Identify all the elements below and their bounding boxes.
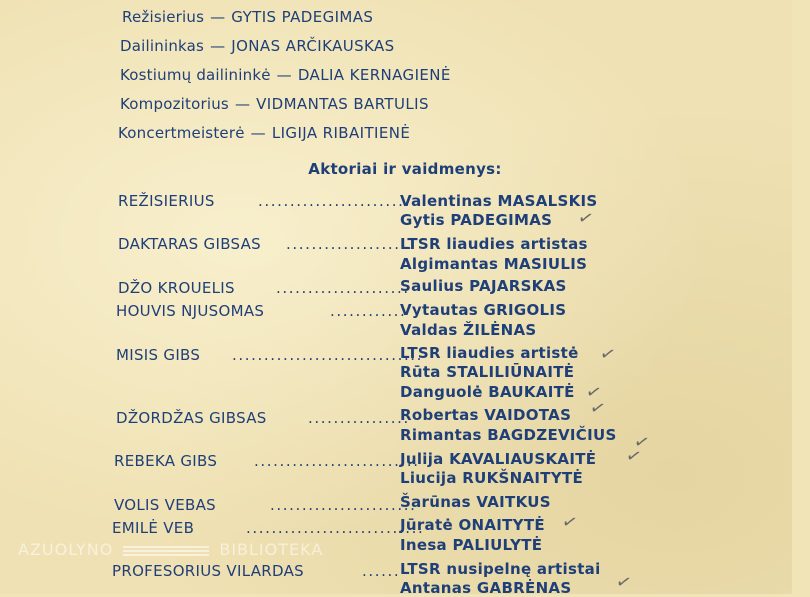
crew-role: Dailininkas: [120, 37, 205, 55]
check-mark-icon: ✓: [575, 206, 596, 231]
dot-leader: ............: [330, 302, 407, 320]
actor-line: Vytautas GRIGOLIS: [400, 301, 567, 319]
watermark-left: AZUOLYNO: [18, 540, 114, 559]
dot-leader: .....................: [276, 279, 410, 297]
dot-leader: .......................: [270, 496, 417, 514]
crew-dash: —: [210, 8, 226, 26]
check-mark-icon: ✓: [597, 342, 618, 367]
crew-dash: —: [234, 95, 251, 113]
actor-line: Valdas ŽILĖNAS: [400, 321, 537, 339]
actor-line: Jūratė ONAITYTĖ: [400, 516, 545, 534]
dot-leader: ..........................: [254, 452, 420, 470]
cast-heading: Aktoriai ir vaidmenys:: [308, 160, 502, 178]
actor-line: Valentinas MASALSKIS: [400, 192, 598, 210]
check-mark-icon: ✓: [631, 430, 652, 455]
crew-line-accompanist: [118, 124, 410, 142]
actor-line: LTSR nusipelnę artistai: [400, 560, 601, 578]
waves-icon: [121, 543, 211, 559]
check-mark-icon: ✓: [583, 380, 604, 405]
actor-line: Liucija RUKŠNAITYTĖ: [400, 469, 584, 487]
crew-person: GYTIS PADEGIMAS: [231, 8, 374, 26]
crew-line-costume: [120, 66, 451, 84]
watermark-right: BIBLIOTEKA: [219, 540, 324, 559]
check-mark-icon: ✓: [623, 444, 644, 469]
cast-role: MISIS GIBS: [116, 346, 201, 364]
crew-person: DALIA KERNAGIENĖ: [297, 66, 451, 84]
actor-line: Gytis PADEGIMAS: [400, 211, 553, 229]
check-mark-icon: ✓: [587, 396, 608, 421]
crew-line-director: [122, 8, 373, 26]
crew-dash: —: [276, 66, 292, 84]
actor-line: Julija KAVALIAUSKAITĖ: [400, 450, 597, 468]
cast-role: PROFESORIUS VILARDAS: [112, 562, 304, 580]
crew-person: JONAS ARČIKAUSKAS: [231, 37, 395, 55]
cast-role: HOUVIS NJUSOMAS: [116, 302, 265, 320]
crew-dash: —: [210, 37, 226, 55]
dot-leader: ............................: [246, 519, 425, 537]
cast-role: VOLIS VEBAS: [114, 496, 216, 514]
actor-line: Inesa PALIULYTĖ: [400, 536, 543, 554]
crew-dash: —: [250, 124, 266, 142]
cast-role: EMILĖ VEB: [112, 519, 195, 537]
crew-role: Koncertmeisterė: [118, 124, 245, 142]
crew-role: Kostiumų dailininkė: [120, 66, 271, 84]
cast-role: DŽORDŽAS GIBSAS: [116, 409, 267, 427]
actor-line: Saulius PAJARSKAS: [400, 277, 567, 295]
crew-line-designer: [120, 37, 395, 55]
actor-line: Robertas VAIDOTAS: [400, 406, 572, 424]
cast-role: REŽISIERIUS: [118, 192, 215, 210]
dot-leader: ..............................: [232, 346, 424, 364]
actor-line: LTSR liaudies artistė: [400, 344, 579, 362]
cast-role: REBEKA GIBS: [114, 452, 218, 470]
actor-line: LTSR liaudies artistas: [400, 235, 588, 253]
check-mark-icon: ✓: [613, 570, 634, 595]
dot-leader: ................: [308, 409, 410, 427]
cast-role: DAKTARAS GIBSAS: [118, 235, 262, 253]
dot-leader: ........................: [258, 192, 411, 210]
actor-line: Danguolė BAUKAITĖ: [400, 383, 575, 401]
cast-role: DŽO KROUELIS: [118, 279, 235, 297]
actor-line: Algimantas MASIULIS: [400, 255, 588, 273]
library-watermark: [18, 540, 323, 559]
dot-leader: ......: [362, 562, 401, 580]
crew-line-composer: [120, 95, 429, 113]
check-mark-icon: ✓: [559, 510, 580, 535]
crew-person: VIDMANTAS BARTULIS: [256, 95, 429, 113]
crew-person: LIGIJA RIBAITIENĖ: [271, 124, 411, 142]
actor-line: Rūta STALILIŪNAITĖ: [400, 363, 575, 381]
actor-line: Rimantas BAGDZEVIČIUS: [400, 426, 617, 444]
crew-role: Kompozitorius: [120, 95, 229, 113]
actor-line: Antanas GABRĖNAS: [400, 579, 572, 597]
actor-line: Šarūnas VAITKUS: [400, 493, 551, 511]
crew-role: Režisierius: [122, 8, 205, 26]
dot-leader: ....................: [286, 235, 414, 253]
